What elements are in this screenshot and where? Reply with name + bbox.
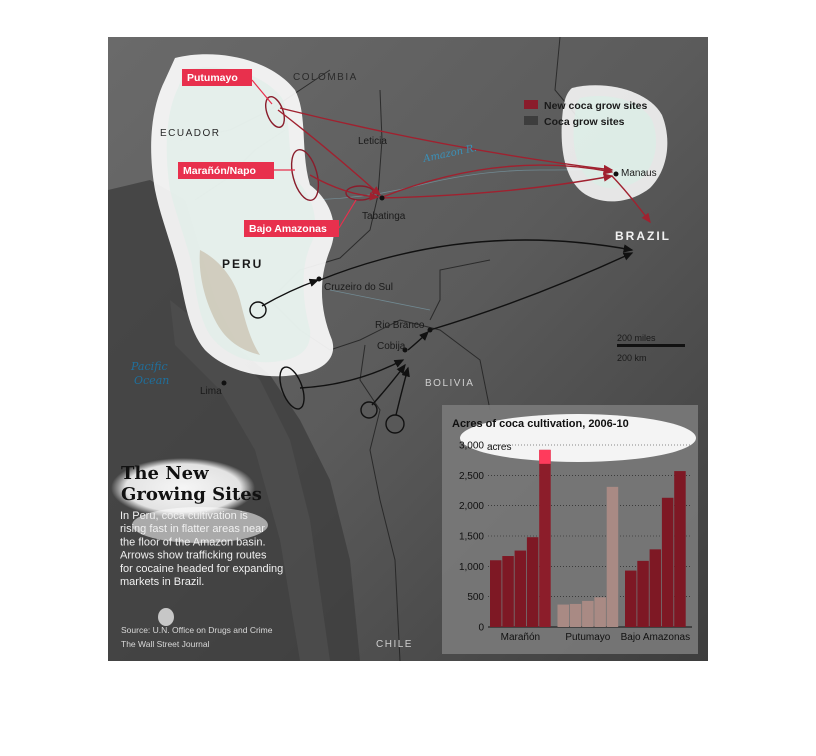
label-bolivia: BOLIVIA bbox=[425, 378, 475, 389]
blurb-line: Arrows show trafficking routes bbox=[120, 549, 267, 562]
label-brazil: BRAZIL bbox=[615, 229, 671, 243]
tag-maranon-label: Marañón/Napo bbox=[183, 165, 256, 177]
chart-inset bbox=[442, 405, 698, 654]
chart-category-label: Putumayo bbox=[565, 632, 611, 643]
bar-mara-n-2007 bbox=[502, 556, 514, 627]
label-cruzeiro-do-sul: Cruzeiro do Sul bbox=[324, 282, 393, 293]
bar-putumayo-2009 bbox=[594, 597, 606, 627]
chart-ytick-label: 3,000 bbox=[458, 440, 484, 452]
label-amazon-river: Amazon R. bbox=[422, 142, 478, 165]
source-line2: The Wall Street Journal bbox=[121, 639, 210, 649]
bar-bajo-amazonas-2006 bbox=[625, 571, 637, 627]
bar-bajo-amazonas-2007 bbox=[637, 561, 649, 627]
bar-putumayo-2008 bbox=[582, 601, 594, 627]
chart-category-label: Bajo Amazonas bbox=[620, 632, 691, 643]
legend-new-sites: New coca grow sites bbox=[544, 100, 648, 112]
bar-mara-n-2009 bbox=[527, 537, 539, 627]
chart-ytick-label: 1,500 bbox=[458, 531, 484, 543]
label-cobija: Cobija bbox=[377, 341, 406, 352]
label-tabatinga: Tabatinga bbox=[362, 211, 406, 222]
chart-ytick-label: 500 bbox=[467, 592, 484, 604]
bar-putumayo-2007 bbox=[570, 604, 582, 627]
chart-title: Acres of coca cultivation, 2006-10 bbox=[452, 418, 629, 430]
legend-swatch-new bbox=[524, 100, 538, 109]
bar-highlight-top bbox=[539, 450, 551, 464]
label-colombia: COLOMBIA bbox=[293, 72, 358, 83]
chart-ytick-label: 2,000 bbox=[458, 501, 484, 513]
source-line1: Source: U.N. Office on Drugs and Crime bbox=[121, 625, 273, 635]
label-manaus: Manaus bbox=[621, 168, 657, 179]
bar-putumayo-2010 bbox=[607, 487, 619, 627]
bar-mara-n-2010 bbox=[539, 450, 551, 627]
legend-swatch-coca bbox=[524, 116, 538, 125]
scale-miles: 200 miles bbox=[617, 333, 656, 343]
tag-putumayo-label: Putumayo bbox=[187, 72, 238, 84]
blurb-line: the floor of the Amazon basin. bbox=[120, 536, 266, 549]
bar-mara-n-2008 bbox=[515, 551, 527, 627]
chart-xlabels bbox=[501, 632, 690, 643]
small-glow-dot bbox=[158, 608, 174, 626]
label-chile: CHILE bbox=[376, 639, 413, 650]
chart-category-label: Marañón bbox=[500, 632, 541, 643]
tag-bajo-label: Bajo Amazonas bbox=[249, 223, 327, 235]
label-rio-branco: Rio Branco bbox=[375, 320, 425, 331]
blurb-line: rising fast in flatter areas near bbox=[120, 523, 265, 536]
chart-ytick-label: 0 bbox=[478, 622, 484, 634]
chart-ytick-label: 1,000 bbox=[458, 561, 484, 573]
label-peru: PERU bbox=[222, 257, 264, 271]
label-pacific: Pacific bbox=[131, 360, 168, 373]
chart-ytick-label: 2,500 bbox=[458, 470, 484, 482]
blurb-line: markets in Brazil. bbox=[120, 576, 205, 588]
bar-bajo-amazonas-2010 bbox=[674, 471, 686, 627]
blurb-line: for cocaine headed for expanding bbox=[120, 562, 284, 575]
bar-putumayo-2006 bbox=[558, 605, 570, 627]
label-leticia: Leticia bbox=[358, 136, 387, 147]
bar-mara-n-2006 bbox=[490, 560, 502, 627]
bar-bajo-amazonas-2008 bbox=[650, 549, 662, 627]
label-ecuador: ECUADOR bbox=[160, 128, 221, 139]
chart-unit-label: acres bbox=[487, 442, 512, 453]
scale-km: 200 km bbox=[617, 353, 647, 363]
label-ocean: Ocean bbox=[134, 374, 170, 387]
legend-coca-sites: Coca grow sites bbox=[544, 116, 625, 128]
bar-bajo-amazonas-2009 bbox=[662, 498, 674, 627]
blurb-line: In Peru, coca cultivation is bbox=[120, 510, 248, 522]
label-lima: Lima bbox=[200, 386, 222, 397]
headline-line1: The New bbox=[121, 463, 209, 484]
headline-line2: Growing Sites bbox=[121, 484, 262, 505]
